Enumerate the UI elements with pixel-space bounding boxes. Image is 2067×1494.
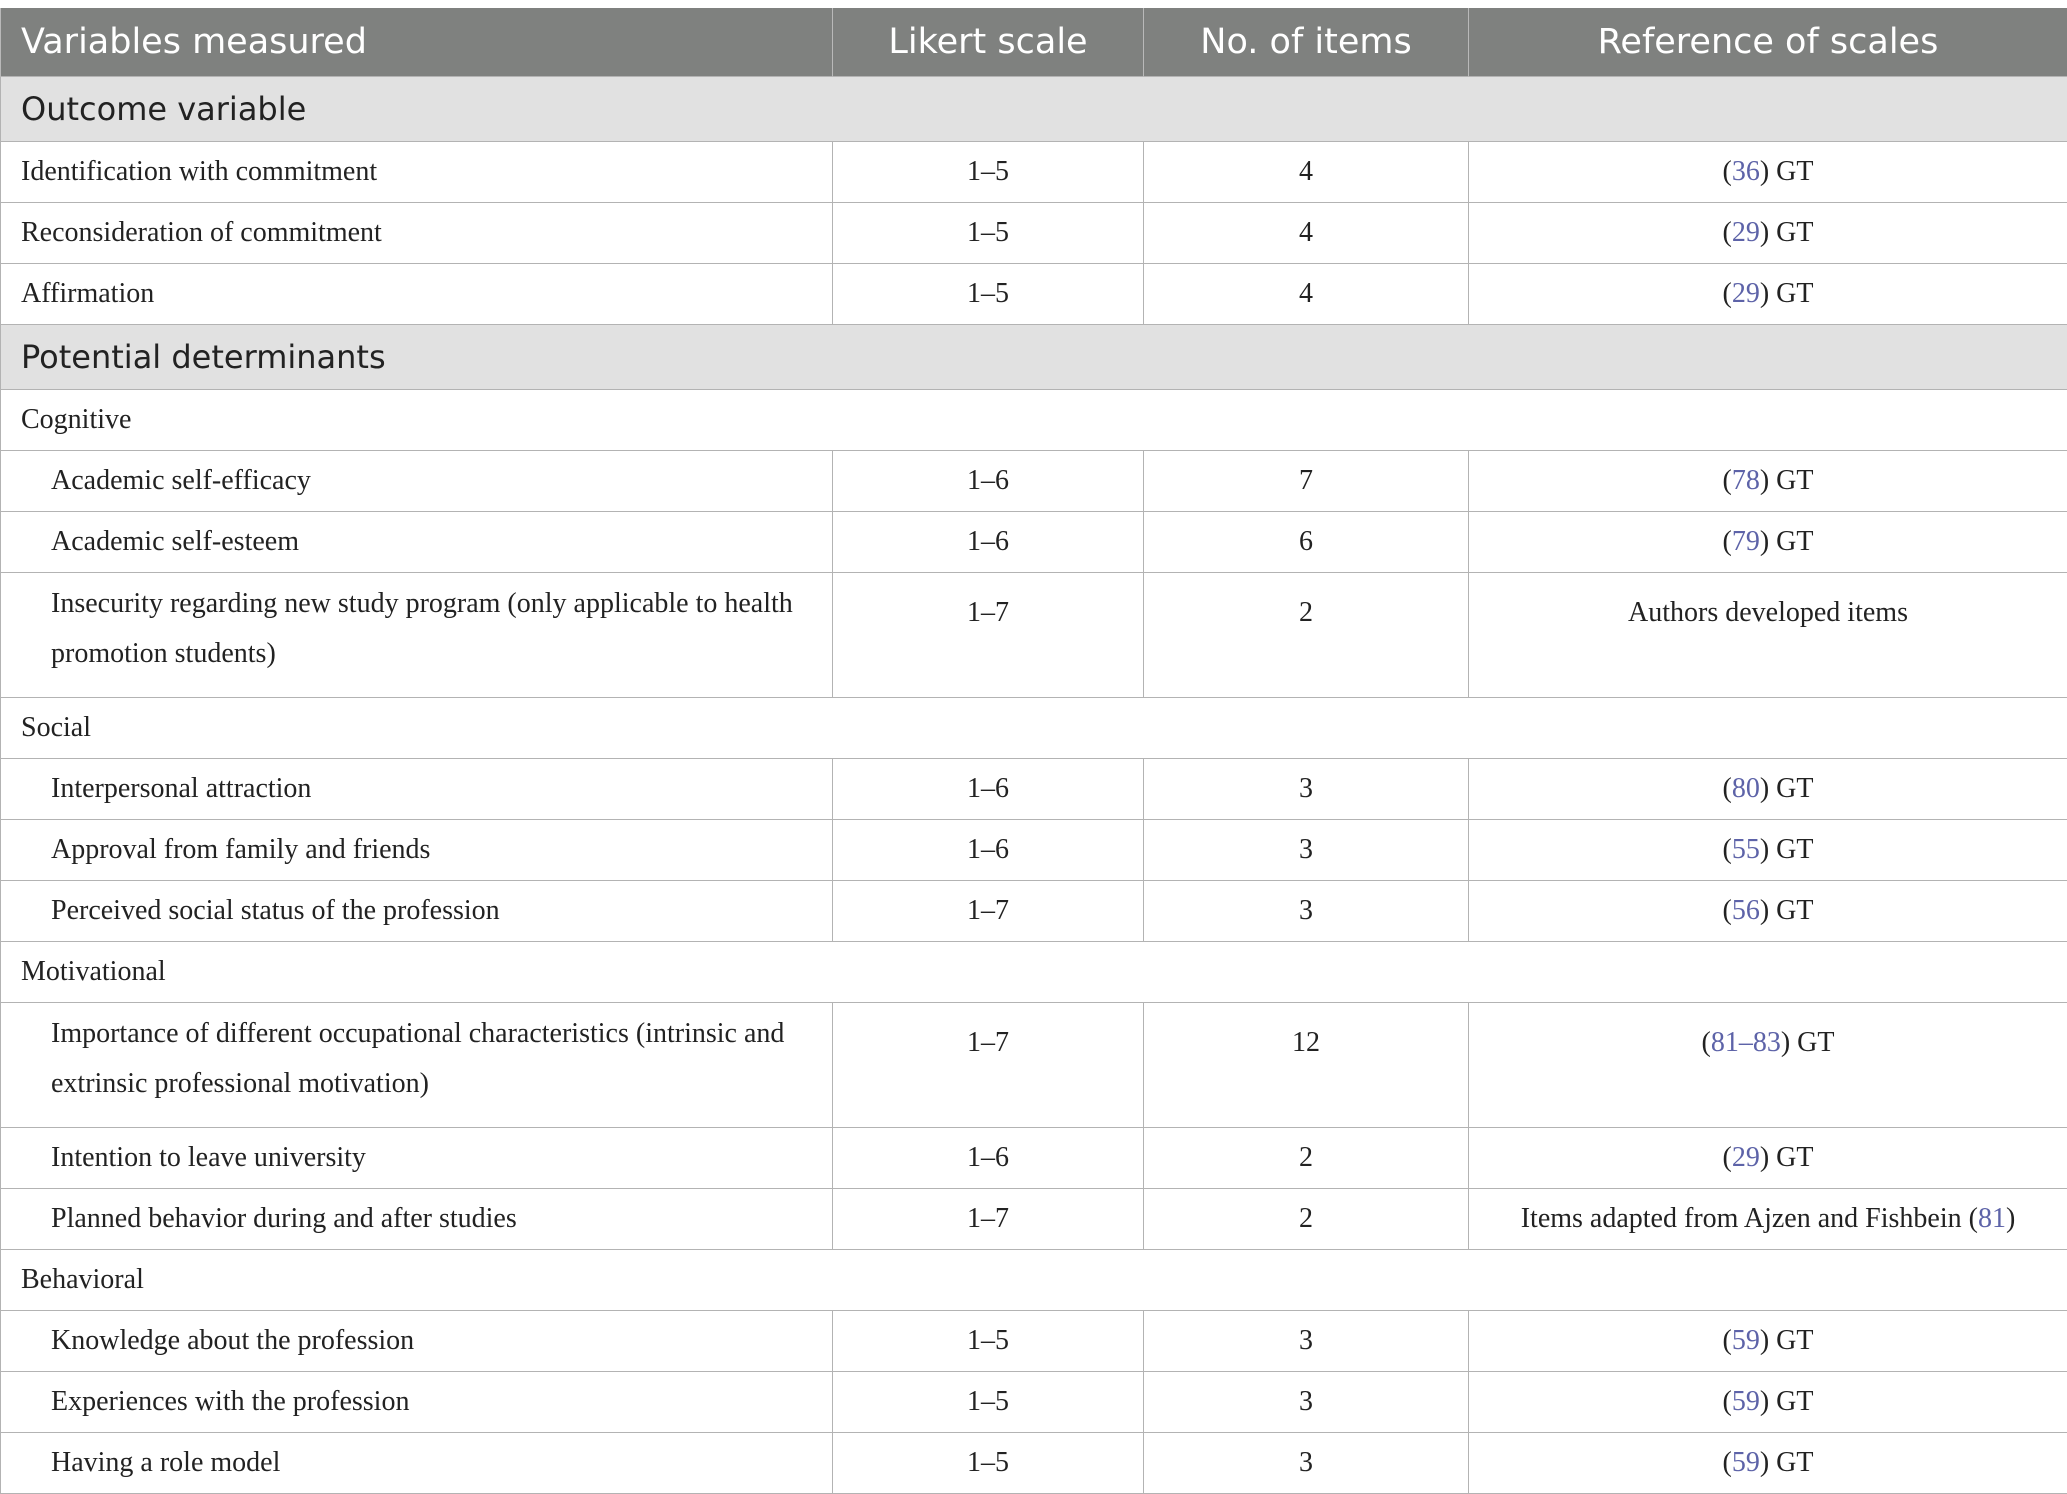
citation-link[interactable]: 59	[1732, 1447, 1760, 1478]
citation-link[interactable]: 78	[1732, 465, 1760, 496]
table-row	[1, 573, 2067, 698]
table-row	[1, 142, 2067, 203]
likert-cell: 1–5	[833, 1433, 1144, 1494]
items-cell: 2	[1144, 1128, 1469, 1189]
ref-text: (	[1723, 526, 1732, 557]
reference-cell	[1469, 820, 2067, 881]
ref-text: ) GT	[1760, 1142, 1814, 1173]
variable-cell: Knowledge about the profession	[1, 1311, 833, 1372]
ref-text: (	[1723, 278, 1732, 309]
reference-cell	[1469, 1372, 2067, 1433]
reference-cell	[1469, 512, 2067, 573]
citation-link[interactable]: 59	[1732, 1325, 1760, 1356]
variable-cell: Importance of different occupational characteristics (intrinsic and extrinsic professional motivation)	[1, 1003, 833, 1128]
items-cell: 2	[1144, 573, 1469, 698]
reference-cell	[1469, 1311, 2067, 1372]
likert-cell: 1–7	[833, 1003, 1144, 1128]
items-cell: 7	[1144, 451, 1469, 512]
citation-link[interactable]: 29	[1732, 1142, 1760, 1173]
ref-text: ) GT	[1760, 526, 1814, 557]
group-label: Social	[1, 698, 2067, 759]
header-row	[1, 8, 2067, 77]
reference-cell	[1469, 1189, 2067, 1250]
items-cell: 3	[1144, 759, 1469, 820]
reference-cell	[1469, 203, 2067, 264]
ref-text: ) GT	[1760, 895, 1814, 926]
table-row	[1, 881, 2067, 942]
likert-cell: 1–6	[833, 759, 1144, 820]
table-row	[1, 820, 2067, 881]
group-label: Behavioral	[1, 1250, 2067, 1311]
reference-cell	[1469, 1433, 2067, 1494]
reference-cell	[1469, 264, 2067, 325]
citation-link[interactable]: 80	[1732, 773, 1760, 804]
citation-link[interactable]: 55	[1732, 834, 1760, 865]
likert-cell: 1–5	[833, 142, 1144, 203]
table-row	[1, 1189, 2067, 1250]
variable-cell: Experiences with the profession	[1, 1372, 833, 1433]
ref-text: (	[1723, 1142, 1732, 1173]
ref-text: Items adapted from Ajzen and Fishbein (	[1521, 1203, 1978, 1234]
reference-cell	[1469, 451, 2067, 512]
ref-text: ) GT	[1760, 1325, 1814, 1356]
likert-cell: 1–7	[833, 573, 1144, 698]
likert-cell: 1–6	[833, 1128, 1144, 1189]
items-cell: 3	[1144, 881, 1469, 942]
ref-text: (	[1723, 895, 1732, 926]
citation-link[interactable]: 56	[1732, 895, 1760, 926]
items-cell: 4	[1144, 264, 1469, 325]
ref-text: (	[1702, 1027, 1711, 1058]
ref-text: (	[1723, 217, 1732, 248]
items-cell: 3	[1144, 820, 1469, 881]
reference-cell	[1469, 759, 2067, 820]
section-label: Outcome variable	[1, 77, 2067, 142]
header-likert: Likert scale	[833, 8, 1144, 77]
ref-text: (	[1723, 834, 1732, 865]
citation-link[interactable]: 29	[1732, 217, 1760, 248]
reference-cell	[1469, 142, 2067, 203]
group-row-behavioral	[1, 1250, 2067, 1311]
citation-link[interactable]: 81	[1978, 1203, 2006, 1234]
ref-text: (	[1723, 773, 1732, 804]
group-row-motivational	[1, 942, 2067, 1003]
citation-link[interactable]: 29	[1732, 278, 1760, 309]
likert-cell: 1–6	[833, 820, 1144, 881]
items-cell: 3	[1144, 1311, 1469, 1372]
citation-link[interactable]: 83	[1753, 1027, 1781, 1058]
variable-cell: Academic self-esteem	[1, 512, 833, 573]
likert-cell: 1–7	[833, 881, 1144, 942]
variable-cell: Perceived social status of the profession	[1, 881, 833, 942]
items-cell: 12	[1144, 1003, 1469, 1128]
reference-cell	[1469, 1128, 2067, 1189]
variable-cell: Having a role model	[1, 1433, 833, 1494]
ref-text: ) GT	[1760, 217, 1814, 248]
section-row-determinants	[1, 325, 2067, 390]
variable-cell: Reconsideration of commitment	[1, 203, 833, 264]
ref-text: (	[1723, 1325, 1732, 1356]
ref-text: ) GT	[1760, 156, 1814, 187]
variable-cell: Interpersonal attraction	[1, 759, 833, 820]
citation-dash: –	[1739, 1027, 1753, 1058]
ref-text: (	[1723, 1447, 1732, 1478]
table-row	[1, 451, 2067, 512]
section-label: Potential determinants	[1, 325, 2067, 390]
measures-table	[0, 8, 2067, 1494]
table-row	[1, 1128, 2067, 1189]
group-label: Motivational	[1, 942, 2067, 1003]
table-row	[1, 1311, 2067, 1372]
variable-cell: Affirmation	[1, 264, 833, 325]
reference-cell	[1469, 1003, 2067, 1128]
group-row-cognitive	[1, 390, 2067, 451]
variable-cell: Insecurity regarding new study program (only applicable to health promotion students)	[1, 573, 833, 698]
likert-cell: 1–5	[833, 203, 1144, 264]
group-row-social	[1, 698, 2067, 759]
section-row-outcome	[1, 77, 2067, 142]
ref-text: ) GT	[1760, 773, 1814, 804]
ref-text: ) GT	[1781, 1027, 1835, 1058]
table-row	[1, 759, 2067, 820]
ref-text: )	[2006, 1203, 2015, 1234]
ref-text: ) GT	[1760, 1447, 1814, 1478]
likert-cell: 1–5	[833, 1372, 1144, 1433]
citation-link[interactable]: 79	[1732, 526, 1760, 557]
table-row	[1, 264, 2067, 325]
likert-cell: 1–5	[833, 264, 1144, 325]
ref-text: ) GT	[1760, 278, 1814, 309]
table-row	[1, 203, 2067, 264]
reference-cell	[1469, 881, 2067, 942]
citation-link[interactable]: 36	[1732, 156, 1760, 187]
header-reference: Reference of scales	[1469, 8, 2067, 77]
header-variables: Variables measured	[1, 8, 833, 77]
variable-cell: Intention to leave university	[1, 1128, 833, 1189]
reference-cell: Authors developed items	[1469, 573, 2067, 698]
citation-link[interactable]: 81	[1711, 1027, 1739, 1058]
items-cell: 3	[1144, 1372, 1469, 1433]
likert-cell: 1–7	[833, 1189, 1144, 1250]
table-row	[1, 1003, 2067, 1128]
variable-cell: Planned behavior during and after studies	[1, 1189, 833, 1250]
group-label: Cognitive	[1, 390, 2067, 451]
ref-text: ) GT	[1760, 465, 1814, 496]
variable-cell: Approval from family and friends	[1, 820, 833, 881]
likert-cell: 1–6	[833, 451, 1144, 512]
table-row	[1, 1433, 2067, 1494]
likert-cell: 1–5	[833, 1311, 1144, 1372]
items-cell: 6	[1144, 512, 1469, 573]
items-cell: 3	[1144, 1433, 1469, 1494]
table-row	[1, 512, 2067, 573]
likert-cell: 1–6	[833, 512, 1144, 573]
ref-text: ) GT	[1760, 834, 1814, 865]
header-items: No. of items	[1144, 8, 1469, 77]
citation-link[interactable]: 59	[1732, 1386, 1760, 1417]
items-cell: 4	[1144, 142, 1469, 203]
ref-text: (	[1723, 156, 1732, 187]
items-cell: 4	[1144, 203, 1469, 264]
ref-text: ) GT	[1760, 1386, 1814, 1417]
variable-cell: Academic self-efficacy	[1, 451, 833, 512]
table-row	[1, 1372, 2067, 1433]
items-cell: 2	[1144, 1189, 1469, 1250]
variable-cell: Identification with commitment	[1, 142, 833, 203]
ref-text: (	[1723, 1386, 1732, 1417]
ref-text: (	[1723, 465, 1732, 496]
